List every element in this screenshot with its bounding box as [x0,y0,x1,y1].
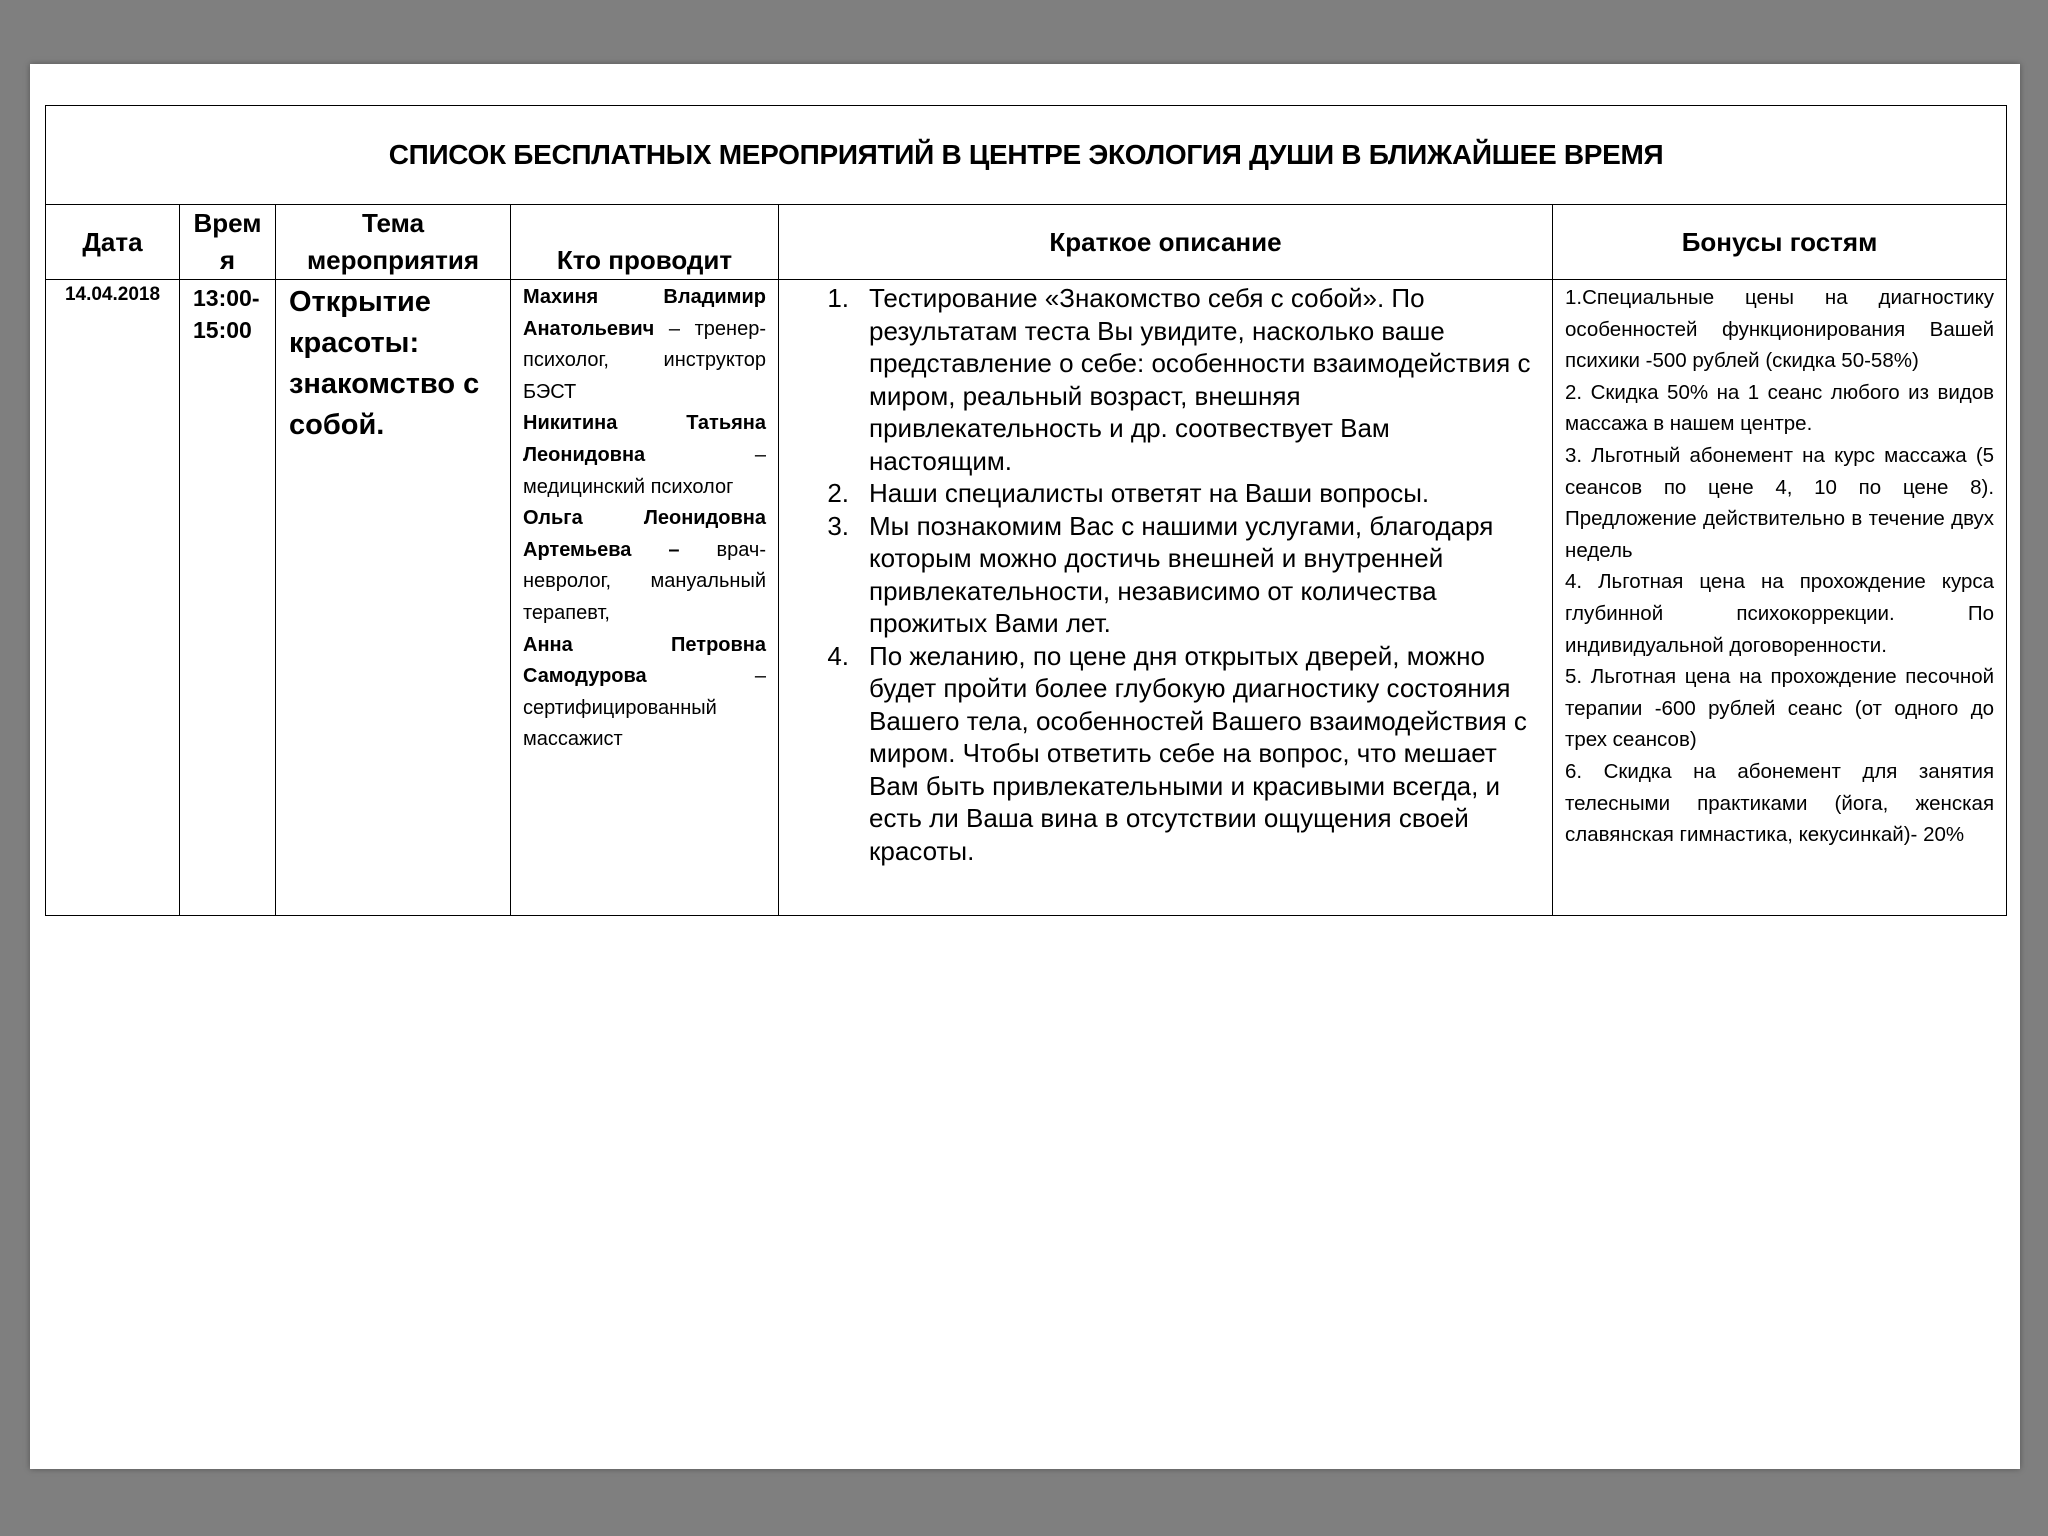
bonus-item: 4. Льготная цена на прохождение курса глубинной психокоррекции. По индивидуальной договоренности. [1565,570,1995,657]
bonus-item: 3. Льготный абонемент на курс массажа (5 сеансов по цене 4, 10 по цене 8). Предложение действительно в течение двух недель [1565,443,1995,562]
host-entry [523,282,766,408]
bonus-item: 6. Скидка на абонемент для занятия телесными практиками (йога, женская славянская гимнастика, кекусинкай)- 20% [1565,759,1995,847]
header-hosts: Кто проводит [511,205,779,280]
host-name: Анна Петровна Самодурова [523,633,766,688]
header-time-line2: я [219,245,236,275]
title-row [46,106,2007,205]
event-bonuses [1553,280,2007,916]
host-role: врач-невролог, мануальный терапевт, [523,538,766,624]
header-topic [276,205,511,280]
header-description: Краткое описание [779,205,1553,280]
host-name: Махиня Владимир Анатольевич [523,286,766,340]
host-name: Ольга Леонидовна Артемьева – [523,507,766,561]
header-bonuses: Бонусы гостям [1553,205,2007,280]
event-date: 14.04.2018 [46,280,180,916]
description-number: 2. [827,478,849,508]
description-text: Мы познакомим Вас с нашими услугами, благодаря которым можно достичь внешней и внутренней привлекательности, независимо от количества прожитых Вами лет. [869,510,1494,638]
description-text: Тестирование «Знакомство себя с собой». По результатам теста Вы увидите, насколько ваше представление о себе: особенности взаимодействия с миром, реальный возраст, внешняя привлекательность и др. соотвествует Вам настоящим. [869,283,1531,476]
host-role: сертифицированный массажист [523,696,717,751]
document-page [30,64,2020,1469]
description-item [779,640,1532,868]
event-time [180,280,276,916]
description-list [779,282,1532,867]
description-text: Наши специалисты ответят на Ваши вопросы. [869,478,1430,508]
description-text: По желанию, по цене дня открытых дверей, можно будет пройти более глубокую диагностику состояния Вашего тела, особенностей Вашего взаимодействия с миром. Чтобы ответить себе на вопрос, что мешает Вам быть привлекательными и красивыми всегда, и есть ли Ваша вина в отсутствии ощущения своей красоты. [869,640,1527,866]
document-title: СПИСОК БЕСПЛАТНЫХ МЕРОПРИЯТИЙ В ЦЕНТРЕ ЭКОЛОГИЯ ДУШИ В БЛИЖАЙШЕЕ ВРЕМЯ [46,106,2007,205]
description-item [779,282,1532,477]
host-dash: – [654,317,695,340]
host-entry [523,408,766,503]
host-name: Никитина Татьяна Леонидовна [523,412,766,466]
event-hosts [511,280,779,916]
event-row [46,280,2007,916]
bonus-item: 1.Специальные цены на диагностику особенностей функционирования Вашей психики -500 рублей (скидка 50-58%) [1565,286,1995,373]
bonus-item: 5. Льготная цена на прохождение песочной терапии -600 рублей сеанс (от одного до трех сеансов) [1565,665,1995,752]
host-role: тренер-психолог, инструктор БЭСТ [523,317,766,403]
description-number: 1. [827,283,849,313]
header-date: Дата [46,205,180,280]
header-topic-line1: Тема [361,208,425,238]
header-topic-line2: мероприятия [306,245,480,275]
description-number: 4. [827,640,849,671]
host-dash: – [645,443,766,466]
host-role: медицинский психолог [523,475,734,498]
host-entry [523,630,766,756]
host-dash: – [646,665,766,688]
bonus-item: 2. Скидка 50% на 1 сеанс любого из видов массажа в нашем центре. [1565,380,1995,436]
description-item [779,477,1532,510]
description-number: 3. [827,510,849,541]
host-entry [523,503,766,629]
description-item [779,510,1532,640]
event-description [779,280,1553,916]
event-time-start: 13:00- [193,285,260,311]
events-table [45,105,2007,916]
header-time-line1: Врем [193,208,262,238]
event-time-end: 15:00 [193,317,252,343]
header-row [46,205,2007,280]
header-time [180,205,276,280]
event-topic: Открытие красоты: знакомство с собой. [276,280,511,916]
